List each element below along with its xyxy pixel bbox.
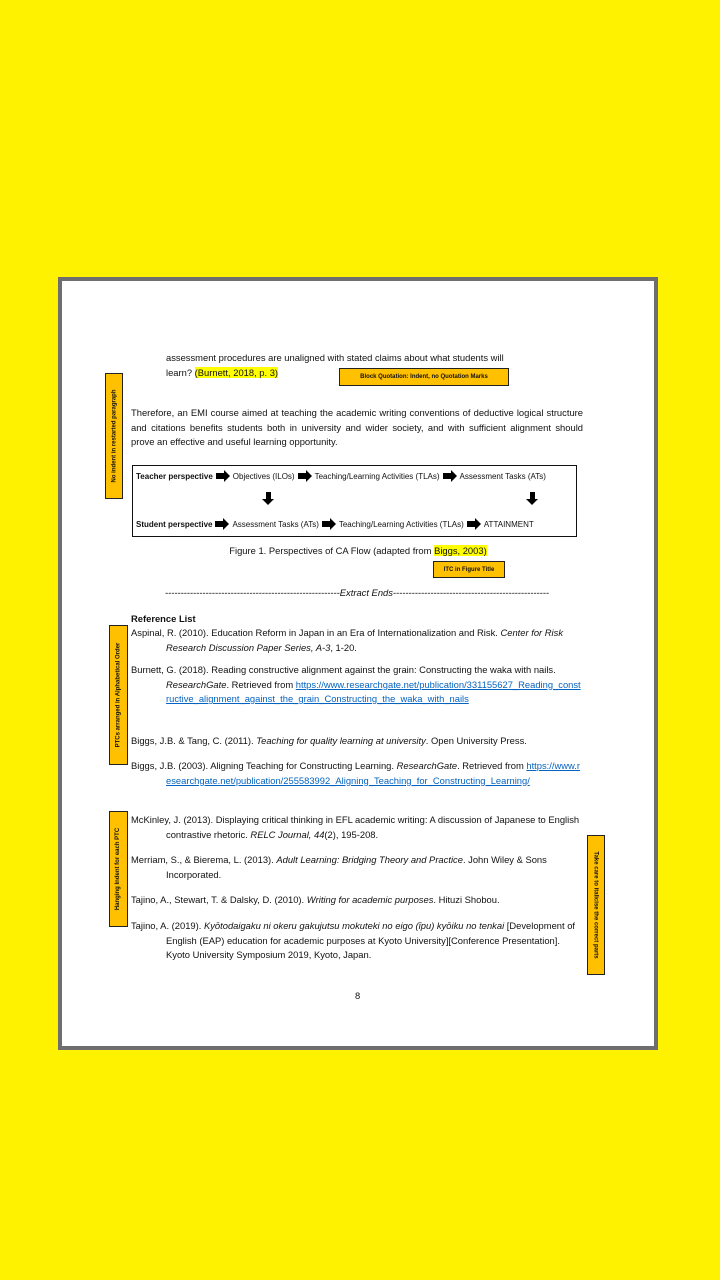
text-segment: . Open University Press. <box>425 735 527 746</box>
flow-step: Objectives (ILOs) <box>232 471 295 481</box>
arrow-right-icon <box>443 470 457 482</box>
reference-entry <box>131 626 583 655</box>
text-segment: . Retrieved from <box>226 678 296 690</box>
arrow-right-icon <box>298 470 312 482</box>
annotation-hanging-indent <box>109 811 128 927</box>
reference-entry <box>131 759 583 788</box>
text-segment: Take care to italicise the correct parts <box>593 851 599 959</box>
figure-caption <box>62 544 654 559</box>
text-segment: Center for Risk Research Discussion Paper Series, A-3 <box>166 627 564 653</box>
caption-text: Figure 1. Perspectives of CA Flow (adapted from <box>229 545 435 556</box>
reference-entry <box>131 734 583 749</box>
body-paragraph: Therefore, an EMI course aimed at teaching the academic writing conventions of deductive logical structure and citations benefits students both in university and wider society, and with sufficient alignment should prove an effective and useful learning opportunity. <box>131 407 583 447</box>
page-number: 8 <box>355 990 361 1001</box>
annotation-italicise <box>587 835 605 975</box>
reference-list-heading: Reference List <box>131 613 196 624</box>
annotation-itc <box>433 561 505 578</box>
flow-label: Student perspective <box>136 519 213 529</box>
arrow-right-icon <box>322 518 336 530</box>
caption-citation: Biggs, 2003) <box>434 545 487 556</box>
text-segment: Writing for academic purposes <box>306 894 434 905</box>
text-segment: RELC Journal, 44 <box>250 828 325 840</box>
student-row <box>136 518 534 530</box>
text-segment: , 1-20. <box>330 641 357 653</box>
annotation-alphabetical <box>109 625 128 765</box>
flow-step: ATTAINMENT <box>483 519 534 529</box>
text-segment: Tajino, A., Stewart, T. & Dalsky, D. (2010). <box>131 894 307 905</box>
reference-entry <box>131 663 583 707</box>
annotation-no-indent <box>105 373 123 499</box>
text-segment: Adult Learning: Bridging Theory and Practice <box>276 854 463 865</box>
text-segment: Burnett, G. (2018). Reading constructive alignment against the grain: Constructing the waka with nails. <box>131 664 556 675</box>
annotation-block-quotation <box>339 368 509 386</box>
text-segment: Biggs, J.B. (2003). Aligning Teaching for Constructing Learning. <box>131 760 397 771</box>
text-segment: Hanging Indent for each PTC <box>115 827 122 911</box>
reference-link[interactable]: https://www.researchgate.net/publication/255583992_Aligning_Teaching_for_Constructing_Learning/ <box>166 760 581 786</box>
text-segment: . Retrieved from <box>457 760 527 771</box>
quote-line: assessment procedures are unaligned with stated claims about what students will <box>166 352 504 363</box>
text-segment: Kyōtodaigaku ni okeru gakujutsu mokuteki no eigo (īpu) kyōiku no tenkai <box>203 920 505 931</box>
flow-step: Teaching/Learning Activities (TLAs) <box>338 519 464 529</box>
extract-ends-divider: --------------------------------------------------------Extract Ends-------------------------------------------------- <box>164 587 550 598</box>
flow-label: Teacher perspective <box>136 471 213 481</box>
arrow-down-icon <box>526 492 538 505</box>
quote-line: learn? <box>166 366 195 378</box>
text-segment: ResearchGate <box>396 760 458 771</box>
arrow-down-icon <box>262 492 274 505</box>
text-segment: . John Wiley & Sons Incorporated. <box>166 854 547 880</box>
arrow-right-icon <box>215 518 229 530</box>
text-segment: Biggs, J.B. & Tang, C. (2011). <box>131 735 257 746</box>
flow-step: Assessment Tasks (ATs) <box>459 471 546 481</box>
text-segment: ResearchGate <box>166 678 227 690</box>
flow-step: Teaching/Learning Activities (TLAs) <box>314 471 440 481</box>
reference-entry <box>131 919 583 963</box>
text-segment: Merriam, S., & Bierema, L. (2013). <box>131 854 277 865</box>
text-segment: Block Quotation: Indent, no Quotation Marks <box>360 374 488 380</box>
quote-citation: (Burnett, 2018, p. 3) <box>194 366 279 378</box>
text-segment: No indent in restarted paragraph <box>111 389 118 483</box>
reference-link[interactable]: https://www.researchgate.net/publication/331155627_Reading_constructive_alignment_against_the_grain_Constructing_the_waka_with_nails <box>166 678 581 704</box>
reference-entry <box>131 893 583 908</box>
teacher-row <box>136 470 546 482</box>
reference-entry <box>131 853 583 882</box>
text-segment: Tajino, A. (2019). <box>131 920 204 931</box>
text-segment: PTCs arranged in Alphabetical Order <box>115 642 122 748</box>
document-page <box>58 277 658 1050</box>
text-segment: . Hituzi Shobou. <box>433 894 500 905</box>
reference-entry <box>131 813 583 842</box>
text-segment: McKinley, J. (2013). Displaying critical thinking in EFL academic writing: A discussion of Japanese to English contrastive rhetoric. <box>131 814 580 840</box>
text-segment: [Development of English (EAP) education for academic purposes at Kyoto University][Conference Presentation]. Kyoto University Symposium 2019, Kyoto, Japan. <box>166 920 576 960</box>
text-segment: (2), 195-208. <box>324 828 379 840</box>
text-segment: ITC in Figure Title <box>443 566 495 573</box>
flow-step: Assessment Tasks (ATs) <box>232 519 319 529</box>
text-segment: Teaching for quality learning at university <box>256 735 426 746</box>
figure-flow-diagram <box>132 465 577 537</box>
text-segment: Aspinal, R. (2010). Education Reform in Japan in an Era of Internationalization and Risk. <box>131 627 501 638</box>
arrow-right-icon <box>216 470 230 482</box>
arrow-right-icon <box>467 518 481 530</box>
